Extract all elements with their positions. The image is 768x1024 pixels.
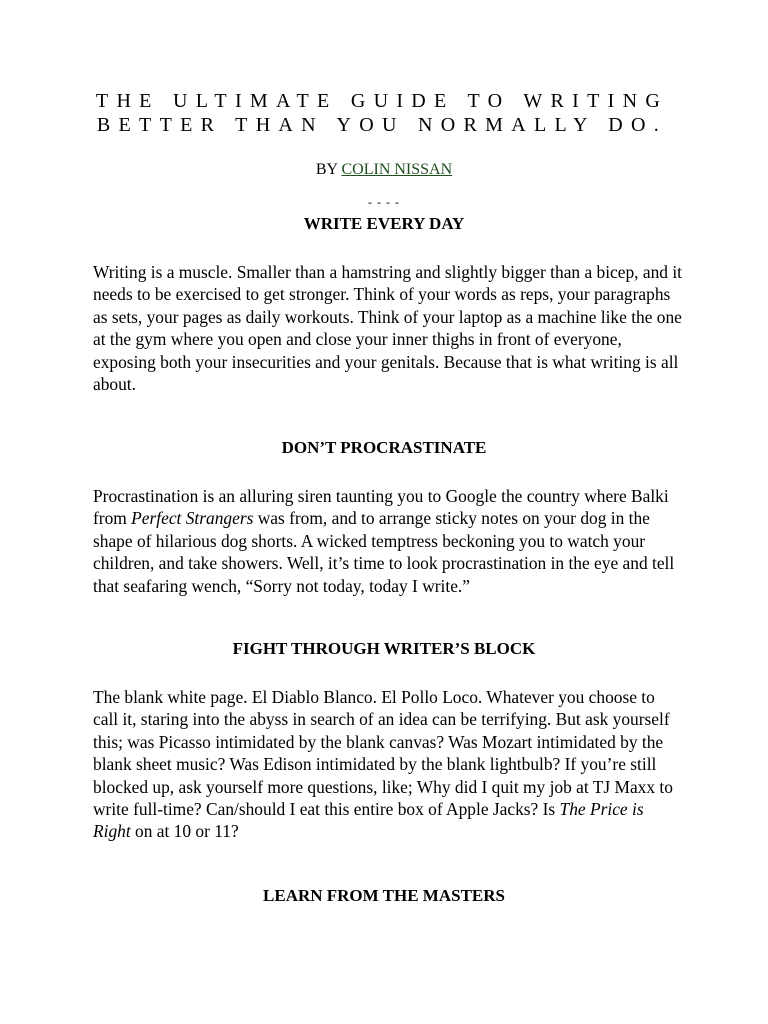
heading-dont-procrastinate: DON’T PROCRASTINATE [281,438,487,457]
title-line-2: BETTER THAN YOU NORMALLY DO. [96,114,668,136]
paragraph-fight-writers-block [93,686,683,843]
heading-fight-writers-block: FIGHT THROUGH WRITER’S BLOCK [232,639,536,658]
paragraph-text: Procrastination is an alluring siren taunting you to Google the country where Balki from [93,486,669,529]
italic-title: Perfect Strangers [131,508,254,529]
byline-prefix: BY [315,161,342,178]
heading-write-every-day: WRITE EVERY DAY [303,214,465,233]
author-link[interactable]: COLIN NISSAN [341,161,453,178]
heading-learn-from-masters: LEARN FROM THE MASTERS [263,886,505,905]
document-title [91,89,673,137]
byline [93,160,675,180]
paragraph-write-every-day: Writing is a muscle. Smaller than a hamstring and slightly bigger than a bicep, and it needs to be exercised to get stronger. Think of your words as reps, your paragraphs as sets, your pages as daily workouts. Think of your laptop as a machine like the one at the gym where you open and close your inner thighs in front of everyone, exposing both your insecurities and your genitals. Because that is what writing is all about. [93,262,682,395]
title-line-1: THE ULTIMATE GUIDE TO WRITING [95,90,669,112]
document-page [93,0,683,1024]
paragraph-text: was from, and to arrange sticky notes on your dog in the shape of hilarious dog shorts. A wicked temptress beckoning you to watch your children, and take showers. Well, it’s time to look procrastination in the eye and tell that seafaring wench, “Sorry not today, today I write.” [93,508,675,596]
paragraph-dont-procrastinate [93,485,683,597]
italic-title: The Price is Right [93,799,644,842]
section-separator: - - - - [368,195,400,209]
paragraph-text: on at 10 or 11? [130,821,239,842]
paragraph-text: The blank white page. El Diablo Blanco. El Pollo Loco. Whatever you choose to call it, staring into the abyss in search of an idea can be terrifying. But ask yourself this; was Picasso intimidated by the blank canvas? Was Mozart intimidated by the blank sheet music? Was Edison intimidated by the blank lightbulb? If you’re still blocked up, ask yourself more questions, like; Why did I quit my job at TJ Maxx to write full-time? Can/should I eat this entire box of Apple Jacks? Is [93,687,673,820]
